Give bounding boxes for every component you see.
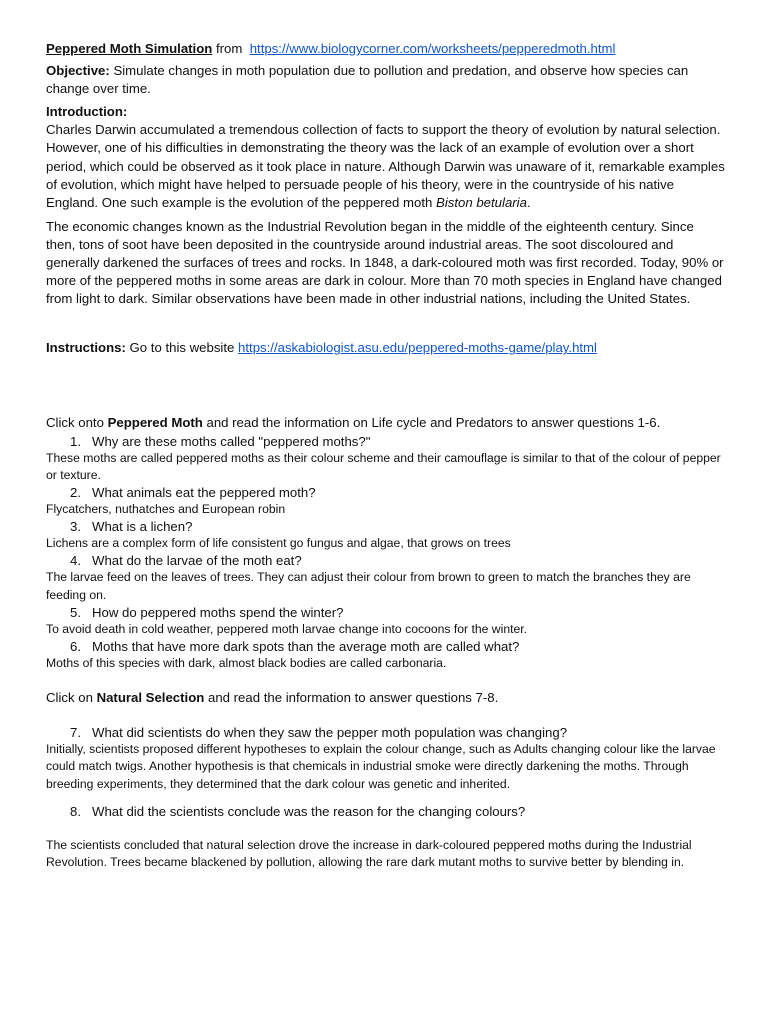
question-text: What did the scientists conclude was the reason for the changing colours? xyxy=(92,803,526,819)
answer-8: The scientists concluded that natural selection drove the increase in dark-coloured peppered moths during the Industrial Revolution. Trees became blackened by pollution, allowing the rare dark mutant moths to survive better by blending in. xyxy=(46,837,692,870)
question-text: What do the larvae of the moth eat? xyxy=(92,553,302,569)
question-6 xyxy=(46,638,726,672)
objective-text: Simulate changes in moth population due to pollution and predation, and observe how species can change over time. xyxy=(46,63,689,97)
question-number: 2. xyxy=(70,484,81,500)
document-page xyxy=(46,40,726,871)
objective xyxy=(46,62,726,98)
answer-3: Lichens are a complex form of life consistent go fungus and algae, that grows on trees xyxy=(46,536,511,551)
question-number: 4. xyxy=(70,553,81,569)
intro-paragraph-1: Charles Darwin accumulated a tremendous collection of facts to support the theory of evolution by natural selection. However, one of his difficulties in demonstrating the theory was the lack of an example of evolution over a short period, which could be observed as it took place in nature. Although Darwin was unaware of it, remarkable examples of evolution, which might have helped to persuade people of his theory, were in the countryside of his native England. One such example is the evolution of the peppered moth Biston betularia. xyxy=(46,122,725,210)
question-text: What is a lichen? xyxy=(92,519,193,535)
answer-4: The larvae feed on the leaves of trees. They can adjust their colour from brown to green to match the branches they are feeding on. xyxy=(46,570,691,602)
answer-2: Flycatchers, nuthatches and European robin xyxy=(46,501,286,516)
question-number: 5. xyxy=(70,604,81,620)
question-number: 1. xyxy=(70,433,81,449)
question-text: Moths that have more dark spots than the average moth are called what? xyxy=(92,638,520,654)
species-name: Biston betularia xyxy=(436,194,527,210)
header-line xyxy=(46,40,726,58)
objective-label: Objective: xyxy=(46,63,110,79)
question-text: Why are these moths called "peppered moths?" xyxy=(92,433,371,449)
question-number: 7. xyxy=(70,725,81,741)
question-2 xyxy=(46,484,726,518)
question-text: What animals eat the peppered moth? xyxy=(92,484,316,500)
question-text: How do peppered moths spend the winter? xyxy=(92,604,344,620)
source-link[interactable]: https://www.biologycorner.com/worksheets/pepperedmoth.html xyxy=(249,41,616,56)
question-number: 3. xyxy=(70,519,81,535)
question-1 xyxy=(46,433,726,484)
instructions xyxy=(46,339,726,357)
question-text: What did scientists do when they saw the pepper moth population was changing? xyxy=(92,725,568,741)
question-3 xyxy=(46,518,726,552)
section-2-intro: Click on Natural Selection and read the information to answer questions 7-8. xyxy=(46,690,499,706)
answer-6: Moths of this species with dark, almost black bodies are called carbonaria. xyxy=(46,655,447,670)
question-number: 8. xyxy=(70,803,81,819)
instructions-label: Instructions: xyxy=(46,340,126,356)
doc-title: Peppered Moth Simulation xyxy=(46,41,213,56)
question-7 xyxy=(46,724,726,793)
answer-5: To avoid death in cold weather, peppered moth larvae change into cocoons for the winter. xyxy=(46,621,528,636)
answer-1: These moths are called peppered moths as their colour scheme and their camouflage is similar to that of the colour of pepper or texture. xyxy=(46,450,721,482)
game-link[interactable]: https://askabiologist.asu.edu/peppered-moths-game/play.html xyxy=(238,340,597,356)
question-4 xyxy=(46,552,726,603)
instructions-text: Go to this website xyxy=(129,340,235,356)
section-1-intro: Click onto Peppered Moth and read the information on Life cycle and Predators to answer questions 1-6. xyxy=(46,415,661,431)
question-number: 6. xyxy=(70,638,81,654)
intro-heading: Introduction: xyxy=(46,104,128,120)
answer-7: Initially, scientists proposed different hypotheses to explain the colour change, such as Adults changing colour like the larvae could match twigs. Another hypothesis is that chemicals in industrial smoke were directly darkening the moths. Through breeding experiments, they determined that the dark colour was genetic and inherited. xyxy=(46,742,716,791)
from-text: from xyxy=(216,41,243,56)
question-8 xyxy=(46,803,726,871)
question-5 xyxy=(46,604,726,638)
intro-paragraph-2: The economic changes known as the Industrial Revolution began in the middle of the eighteenth century. Since then, tons of soot have been deposited in the countryside around industrial areas. The soot discoloured and generally darkened the surfaces of trees and rocks. In 1848, a dark-coloured moth was first recorded. Today, 90% or more of the peppered moths in some areas are dark in colour. More than 70 moth species in England have changed from light to dark. Similar observations have been made in other industrial nations, including the United States. xyxy=(46,218,724,307)
